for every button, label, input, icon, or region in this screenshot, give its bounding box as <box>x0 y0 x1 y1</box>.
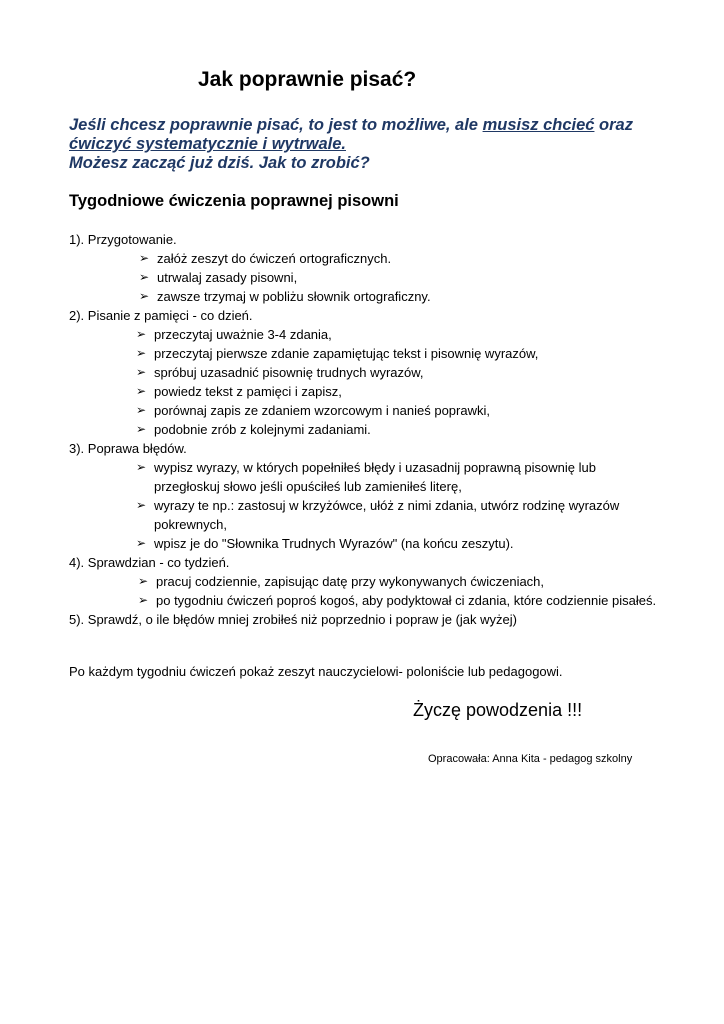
list-item: ➢ przeczytaj uważnie 3-4 zdania, <box>136 327 332 342</box>
step-1-items <box>139 249 709 306</box>
arrow-bullet-icon: ➢ <box>136 346 147 360</box>
step-2-items <box>136 325 709 439</box>
arrow-bullet-icon: ➢ <box>136 422 147 436</box>
closing-note: Po każdym tygodniu ćwiczeń pokaż zeszyt nauczycielowi- poloniście lub pedagogowi. <box>69 664 563 679</box>
document-title: Jak poprawnie pisać? <box>198 68 417 91</box>
list-item: ➢ powiedz tekst z pamięci i zapisz, <box>136 384 342 399</box>
step-4-label: 4). Sprawdzian - co tydzień. <box>69 555 230 570</box>
arrow-bullet-icon: ➢ <box>138 574 149 588</box>
list-item: ➢ po tygodniu ćwiczeń poproś kogoś, aby podyktował ci zdania, które codziennie pisałeś. <box>138 593 657 608</box>
list-item: ➢ porównaj zapis ze zdaniem wzorcowym i nanieś poprawki, <box>136 403 490 418</box>
list-item: ➢ wypisz wyrazy, w których popełniłeś błędy i uzasadnij poprawną pisownię lub przegłoskuj słowo jeśli opuściłeś lub zamieniłeś literę, <box>136 460 596 494</box>
step-5-label: 5). Sprawdź, o ile błędów mniej zrobiłeś niż poprzednio i popraw je (jak wyżej) <box>69 612 517 627</box>
section-heading: Tygodniowe ćwiczenia poprawnej pisowni <box>69 192 399 210</box>
intro-underlined-practice: ćwiczyć systematycznie i wytrwale. <box>69 135 346 153</box>
steps-list <box>69 230 709 629</box>
list-item: ➢ utrwalaj zasady pisowni, <box>139 270 298 285</box>
arrow-bullet-icon: ➢ <box>136 384 147 398</box>
step-2-label: 2). Pisanie z pamięci - co dzień. <box>69 308 253 323</box>
arrow-bullet-icon: ➢ <box>139 251 150 265</box>
list-item: ➢ załóż zeszyt do ćwiczeń ortograficznych. <box>139 251 392 266</box>
step-3-items <box>136 458 656 553</box>
arrow-bullet-icon: ➢ <box>136 327 147 341</box>
list-item: ➢ przeczytaj pierwsze zdanie zapamiętując tekst i pisownię wyrazów, <box>136 346 539 361</box>
good-luck-wish: Życzę powodzenia !!! <box>413 700 583 720</box>
list-item: ➢ wyrazy te np.: zastosuj w krzyżówce, ułóż z nimi zdania, utwórz rodzinę wyrazów pokrewnych, <box>136 498 620 532</box>
list-item: ➢ zawsze trzymaj w pobliżu słownik ortograficzny. <box>139 289 431 304</box>
intro-underlined-must-want: musisz chcieć <box>482 116 595 134</box>
arrow-bullet-icon: ➢ <box>136 403 147 417</box>
arrow-bullet-icon: ➢ <box>136 536 147 550</box>
arrow-bullet-icon: ➢ <box>139 289 150 303</box>
intro-text-part2: oraz <box>594 116 633 134</box>
arrow-bullet-icon: ➢ <box>138 593 149 607</box>
arrow-bullet-icon: ➢ <box>139 270 150 284</box>
list-item: ➢ wpisz je do "Słownika Trudnych Wyrazów" (na końcu zeszytu). <box>136 536 514 551</box>
arrow-bullet-icon: ➢ <box>136 498 147 512</box>
intro-text-part1: Jeśli chcesz poprawnie pisać, to jest to możliwe, ale <box>69 116 483 134</box>
intro-line3: Możesz zacząć już dziś. Jak to zrobić? <box>69 154 370 172</box>
intro-paragraph <box>69 116 709 173</box>
step-4-items <box>138 572 658 610</box>
arrow-bullet-icon: ➢ <box>136 365 147 379</box>
step-1-label: 1). Przygotowanie. <box>69 232 177 247</box>
arrow-bullet-icon: ➢ <box>136 460 147 474</box>
list-item: ➢ podobnie zrób z kolejnymi zadaniami. <box>136 422 371 437</box>
step-3-label: 3). Poprawa błędów. <box>69 441 187 456</box>
author-signature: Opracowała: Anna Kita - pedagog szkolny <box>428 753 633 765</box>
list-item: ➢ pracuj codziennie, zapisując datę przy wykonywanych ćwiczeniach, <box>138 574 545 589</box>
list-item: ➢ spróbuj uzasadnić pisownię trudnych wyrazów, <box>136 365 424 380</box>
